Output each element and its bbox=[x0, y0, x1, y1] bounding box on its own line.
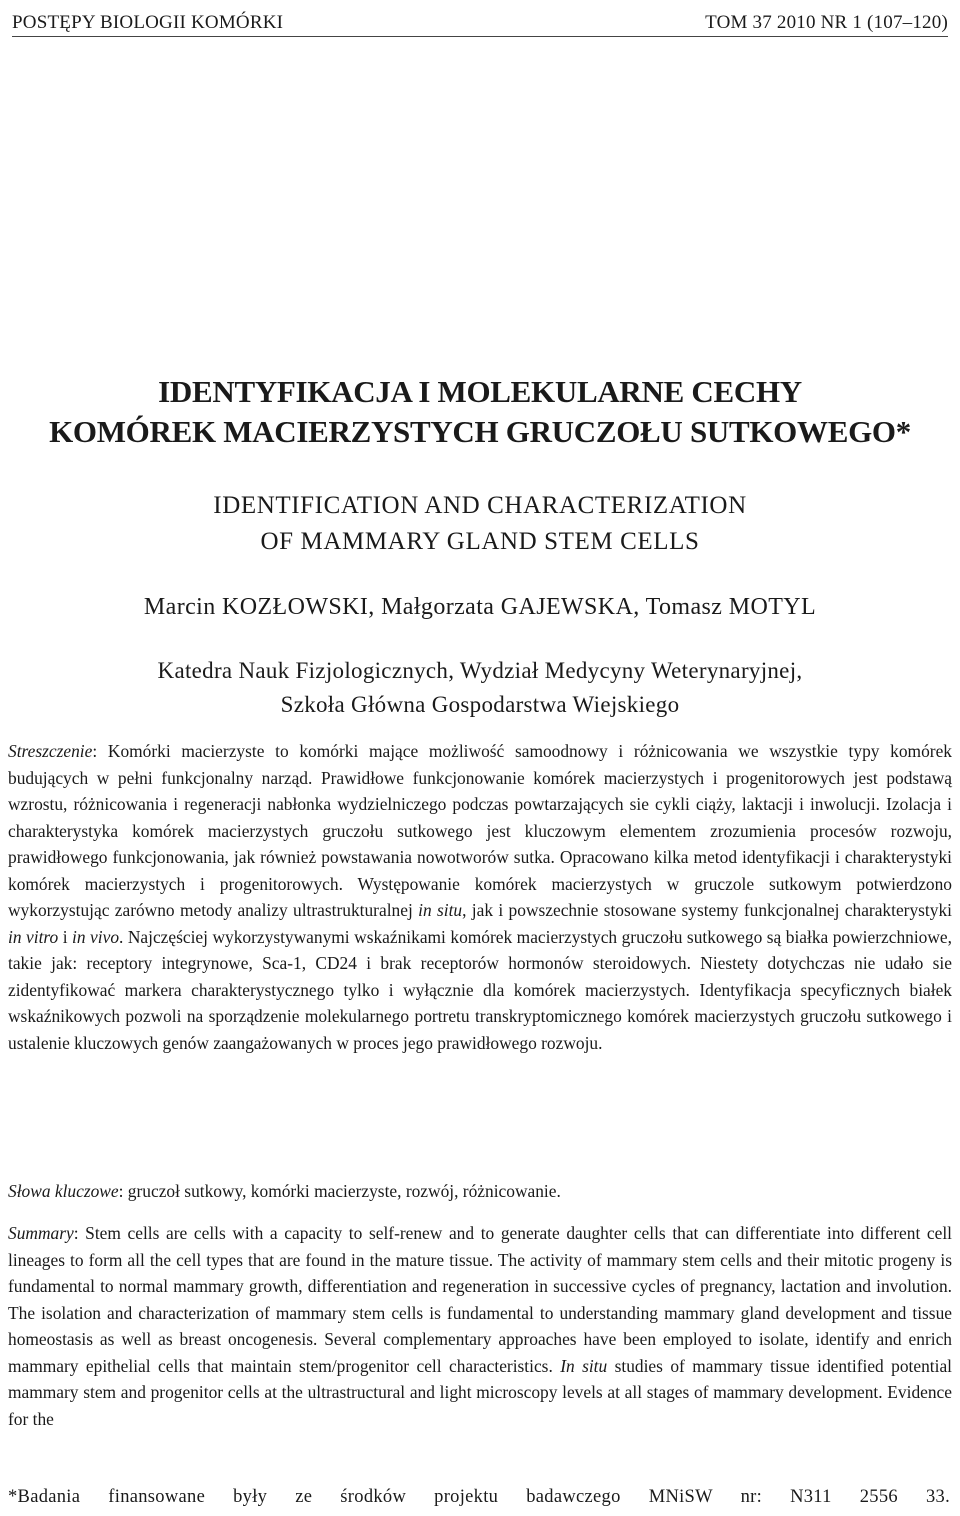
article-title-english bbox=[0, 488, 960, 560]
keywords bbox=[8, 1178, 952, 1205]
abstract-italic-1: in situ bbox=[418, 900, 463, 920]
footnote: *Badania finansowane były ze środków projektu badawczego MNiSW nr: N311 2556 33. bbox=[8, 1487, 950, 1507]
title-en-line-2: OF MAMMARY GLAND STEM CELLS bbox=[260, 528, 700, 555]
journal-name: POSTĘPY BIOLOGII KOMÓRKI bbox=[12, 12, 284, 33]
article-title-polish bbox=[0, 372, 960, 452]
abstract-italic-2: in vitro bbox=[8, 926, 59, 947]
abstract-polish bbox=[8, 738, 952, 1056]
abstract-text-2: , jak i powszechnie stosowane systemy funkcjonalnej charakterystyki bbox=[462, 900, 952, 920]
summary-label: Summary bbox=[8, 1223, 74, 1243]
abstract-label: Streszczenie bbox=[8, 741, 93, 761]
summary-text-1: : Stem cells are cells with a capacity to self-renew and to generate daughter cells that can differentiate into different cell lineages to form all the cell types that are found in the mature tissue. The activity of mammary stem cells and their mitotic progeny is fundamental to normal mammary growth, differentiation and regeneration in successive cycles of pregnancy, lactation and involution. The isolation and characterization of mammary stem cells is fundamental to understanding mammary gland development and tissue homeostasis as well as breast oncogenesis. Several complementary approaches have been employed to isolate, identify and enrich mammary epithelial cells that maintain stem/progenitor cell characteristics. bbox=[8, 1223, 952, 1376]
keywords-text: : gruczoł sutkowy, komórki macierzyste, rozwój, różnicowanie. bbox=[118, 1181, 561, 1201]
summary-english bbox=[8, 1220, 952, 1432]
keywords-label: Słowa kluczowe bbox=[8, 1181, 119, 1201]
title-pl-line-1: IDENTYFIKACJA I MOLEKULARNE CECHY bbox=[158, 374, 802, 409]
title-en-line-1: IDENTIFICATION AND CHARACTERIZATION bbox=[213, 492, 747, 519]
summary-text-2: studies of mammary tissue identified potential mammary stem and progenitor cells at the ultrastructural and light microscopy levels at all stages of mammary development. Evidence for the bbox=[8, 1355, 952, 1429]
abstract-text-3: i bbox=[58, 926, 73, 947]
affiliation-line-2: Szkoła Główna Gospodarstwa Wiejskiego bbox=[280, 692, 680, 717]
affiliation bbox=[0, 654, 960, 722]
summary-italic-1: In situ bbox=[560, 1355, 608, 1376]
authors: Marcin KOZŁOWSKI, Małgorzata GAJEWSKA, Tomasz MOTYL bbox=[143, 594, 817, 620]
abstract-text-1: : Komórki macierzyste to komórki mające możliwość samoodnowy i różnicowania we wszystkie typy komórek budujących w pełni funkcjonalny narząd. Prawidłowe funkcjonowanie komórek macierzystych i progenitorowych jest podstawą wzrostu, różnicowania i regeneracji nabłonka wydzielniczego podczas powtarzających sie cykli ciąży, laktacji i inwolucji. Izolacja i charakterystyka komórek macierzystych gruczołu sutkowego jest kluczowym elementem zrozumienia procesów rozwoju, prawidłowego funkcjonowania, jak również powstawania nowotworów sutka. Opracowano kilka metod identyfikacji i charakterystyki komórek macierzystych i progenitorowych. Występowanie komórek macierzystych w gruczole sutkowym potwierdzono wykorzystując zarówno metody analizy ultrastrukturalnej bbox=[8, 741, 952, 920]
affiliation-line-1: Katedra Nauk Fizjologicznych, Wydział Medycyny Weterynaryjnej, bbox=[157, 658, 803, 683]
title-pl-line-2: KOMÓREK MACIERZYSTYCH GRUCZOŁU SUTKOWEGO* bbox=[49, 414, 911, 449]
volume-info: TOM 37 2010 NR 1 (107–120) bbox=[705, 12, 948, 33]
abstract-text-4: . Najczęściej wykorzystywanymi wskaźnikami komórek macierzystych gruczołu sutkowego są białka powierzchniowe, takie jak: receptory integrynowe, Sca-1, CD24 i brak receptorów hormonów steroidowych. Niestety dotychczas nie udało sie zidentyfikować markera charakterystycznego tylko i wyłącznie dla komórek macierzystych. Identyfikacja specyficznych białek wskaźnikowych pozwoli na sporządzenie molekularnego portretu transkryptomicznego komórek macierzystych gruczołu sutkowego i ustalenie kluczowych genów zaangażowanych w proces jego prawidłowego rozwoju. bbox=[8, 926, 952, 1053]
running-header bbox=[12, 4, 948, 37]
abstract-italic-3: in vivo bbox=[72, 926, 120, 947]
